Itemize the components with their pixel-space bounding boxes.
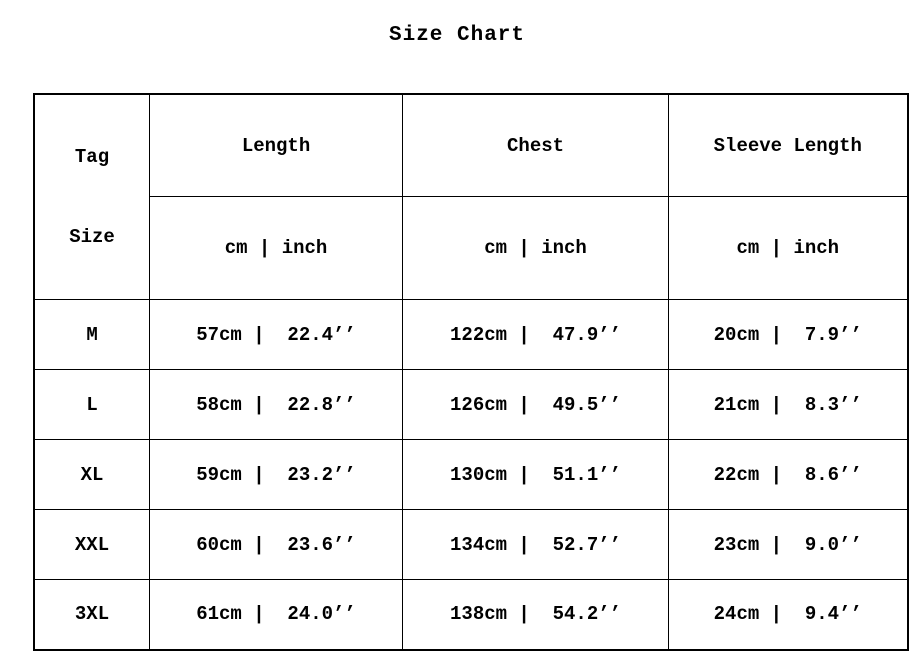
table-row <box>34 580 908 650</box>
measurement-cell: 57cm | 22.4’’ <box>150 300 403 370</box>
column-header-length: Length <box>150 94 403 197</box>
tag-size-header-line1: Tag <box>74 146 110 168</box>
measurement-cell: 20cm | 7.9’’ <box>669 300 908 370</box>
table-row <box>34 510 908 580</box>
subheader-row <box>34 197 908 300</box>
tag-size-header <box>34 94 150 300</box>
measurement-cell: 58cm | 22.8’’ <box>150 370 403 440</box>
measurement-cell: 126cm | 49.5’’ <box>403 370 669 440</box>
measurement-cell: 130cm | 51.1’’ <box>403 440 669 510</box>
size-cell: 3XL <box>34 580 150 650</box>
size-chart-table <box>33 93 909 651</box>
tag-size-header-line2: Size <box>69 226 115 248</box>
unit-header-chest: cm | inch <box>403 197 669 300</box>
measurement-cell: 24cm | 9.4’’ <box>669 580 908 650</box>
table-row <box>34 440 908 510</box>
table-body <box>34 300 908 650</box>
table-row <box>34 300 908 370</box>
size-cell: M <box>34 300 150 370</box>
header-row <box>34 94 908 197</box>
measurement-cell: 138cm | 54.2’’ <box>403 580 669 650</box>
unit-header-length: cm | inch <box>150 197 403 300</box>
measurement-cell: 22cm | 8.6’’ <box>669 440 908 510</box>
measurement-cell: 61cm | 24.0’’ <box>150 580 403 650</box>
measurement-cell: 59cm | 23.2’’ <box>150 440 403 510</box>
column-header-chest: Chest <box>403 94 669 197</box>
column-header-sleeve-length: Sleeve Length <box>669 94 908 197</box>
measurement-cell: 134cm | 52.7’’ <box>403 510 669 580</box>
page-title: Size Chart <box>388 24 526 47</box>
table-row <box>34 370 908 440</box>
size-cell: L <box>34 370 150 440</box>
measurement-cell: 122cm | 47.9’’ <box>403 300 669 370</box>
measurement-cell: 21cm | 8.3’’ <box>669 370 908 440</box>
size-cell: XXL <box>34 510 150 580</box>
measurement-cell: 60cm | 23.6’’ <box>150 510 403 580</box>
measurement-cell: 23cm | 9.0’’ <box>669 510 908 580</box>
size-cell: XL <box>34 440 150 510</box>
unit-header-sleeve-length: cm | inch <box>669 197 908 300</box>
